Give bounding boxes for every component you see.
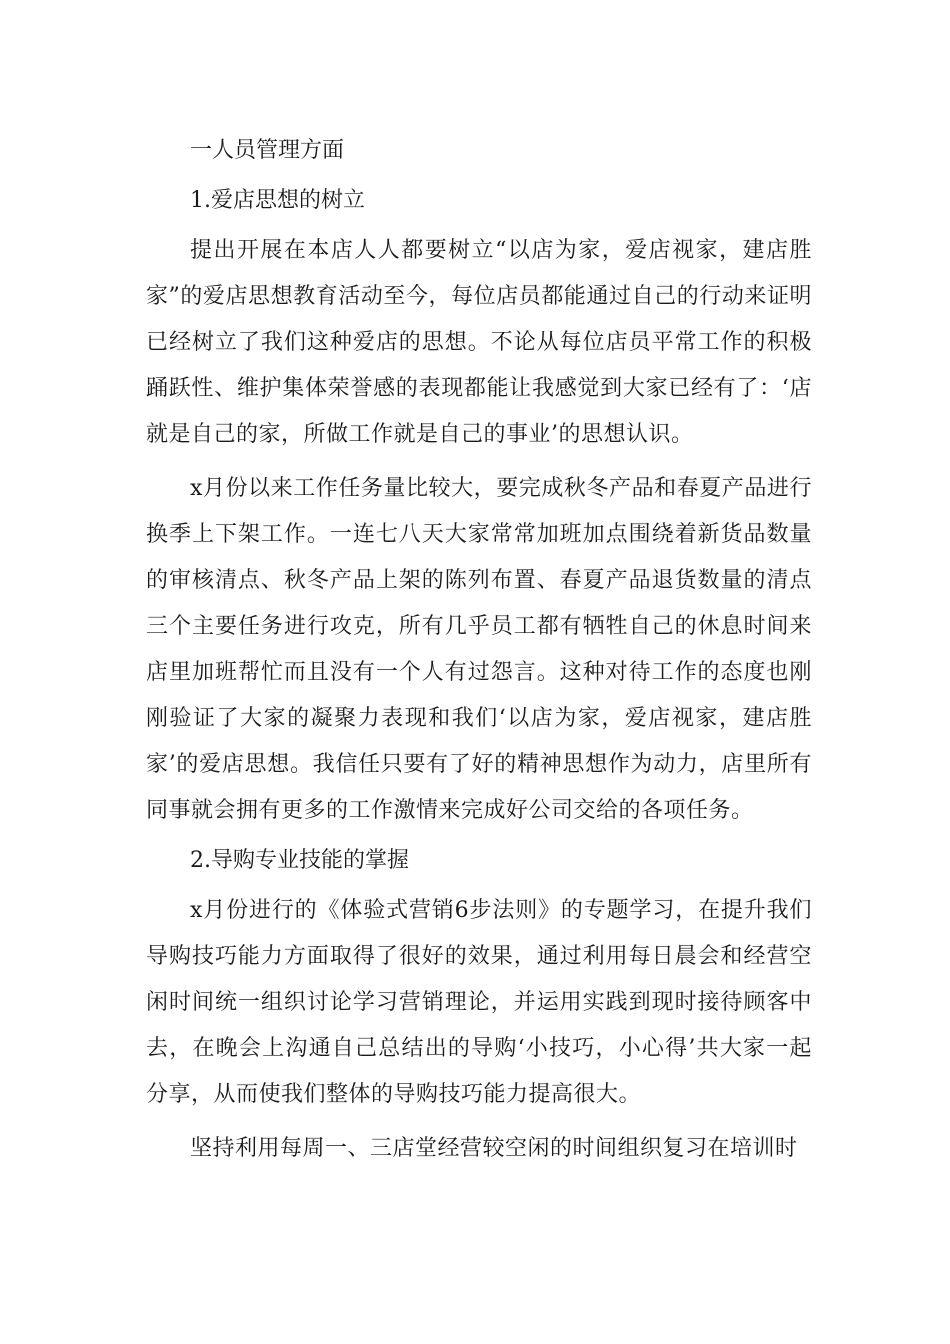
spacer	[146, 458, 812, 466]
paragraph-3: x月份进行的《体验式营销6步法则》的专题学习，在提升我们导购技巧能力方面取得了很好的效果，通过利用每日晨会和经营空闲时间统一组织讨论学习营销理论，并运用实践到现时接待顾客中去，在晚会上沟通自己总结出的导购‘小技巧，小心得’共大家一起分享，从而使我们整体的导购技巧能力提高很大。	[146, 898, 812, 1107]
document-body	[146, 128, 812, 1172]
paragraph-2: x月份以来工作任务量比较大，要完成秋冬产品和春夏产品进行换季上下架工作。一连七八天大家常常加班加点围绕着新货品数量的审核清点、秋冬产品上架的陈列布置、春夏产品退货数量的清点三个主要任务进行攻克，所有几乎员工都有牺牲自己的休息时间来店里加班帮忙而且没有一个人有过怨言。这种对待工作的态度也刚刚验证了大家的凝聚力表现和我们‘以店为家，爱店视家，建店胜家’的爱店思想。我信任只要有了好的精神思想作为动力，店里所有同事就会拥有更多的工作激情来完成好公司交给的各项任务。	[146, 476, 812, 823]
section-title: 一人员管理方面	[190, 138, 345, 163]
paragraph-4: 坚持利用每周一、三店堂经营较空闲的时间组织复习在培训时	[190, 1136, 798, 1161]
paragraph-1: 提出开展在本店人人都要树立“以店为家，爱店视家，建店胜家”的爱店思想教育活动至今，每位店员都能通过自己的行动来证明已经树立了我们这种爱店的思想。不论从每位店员平常工作的积极踊跃性、维护集体荣誉感的表现都能让我感觉到大家已经有了：‘店就是自己的家，所做工作就是自己的事业’的思想认识。	[146, 238, 812, 447]
subsection-title-1: 1.爱店思想的树立	[190, 188, 365, 213]
subsection-title-2: 2.导购专业技能的掌握	[190, 848, 409, 873]
spacer	[146, 1118, 812, 1126]
